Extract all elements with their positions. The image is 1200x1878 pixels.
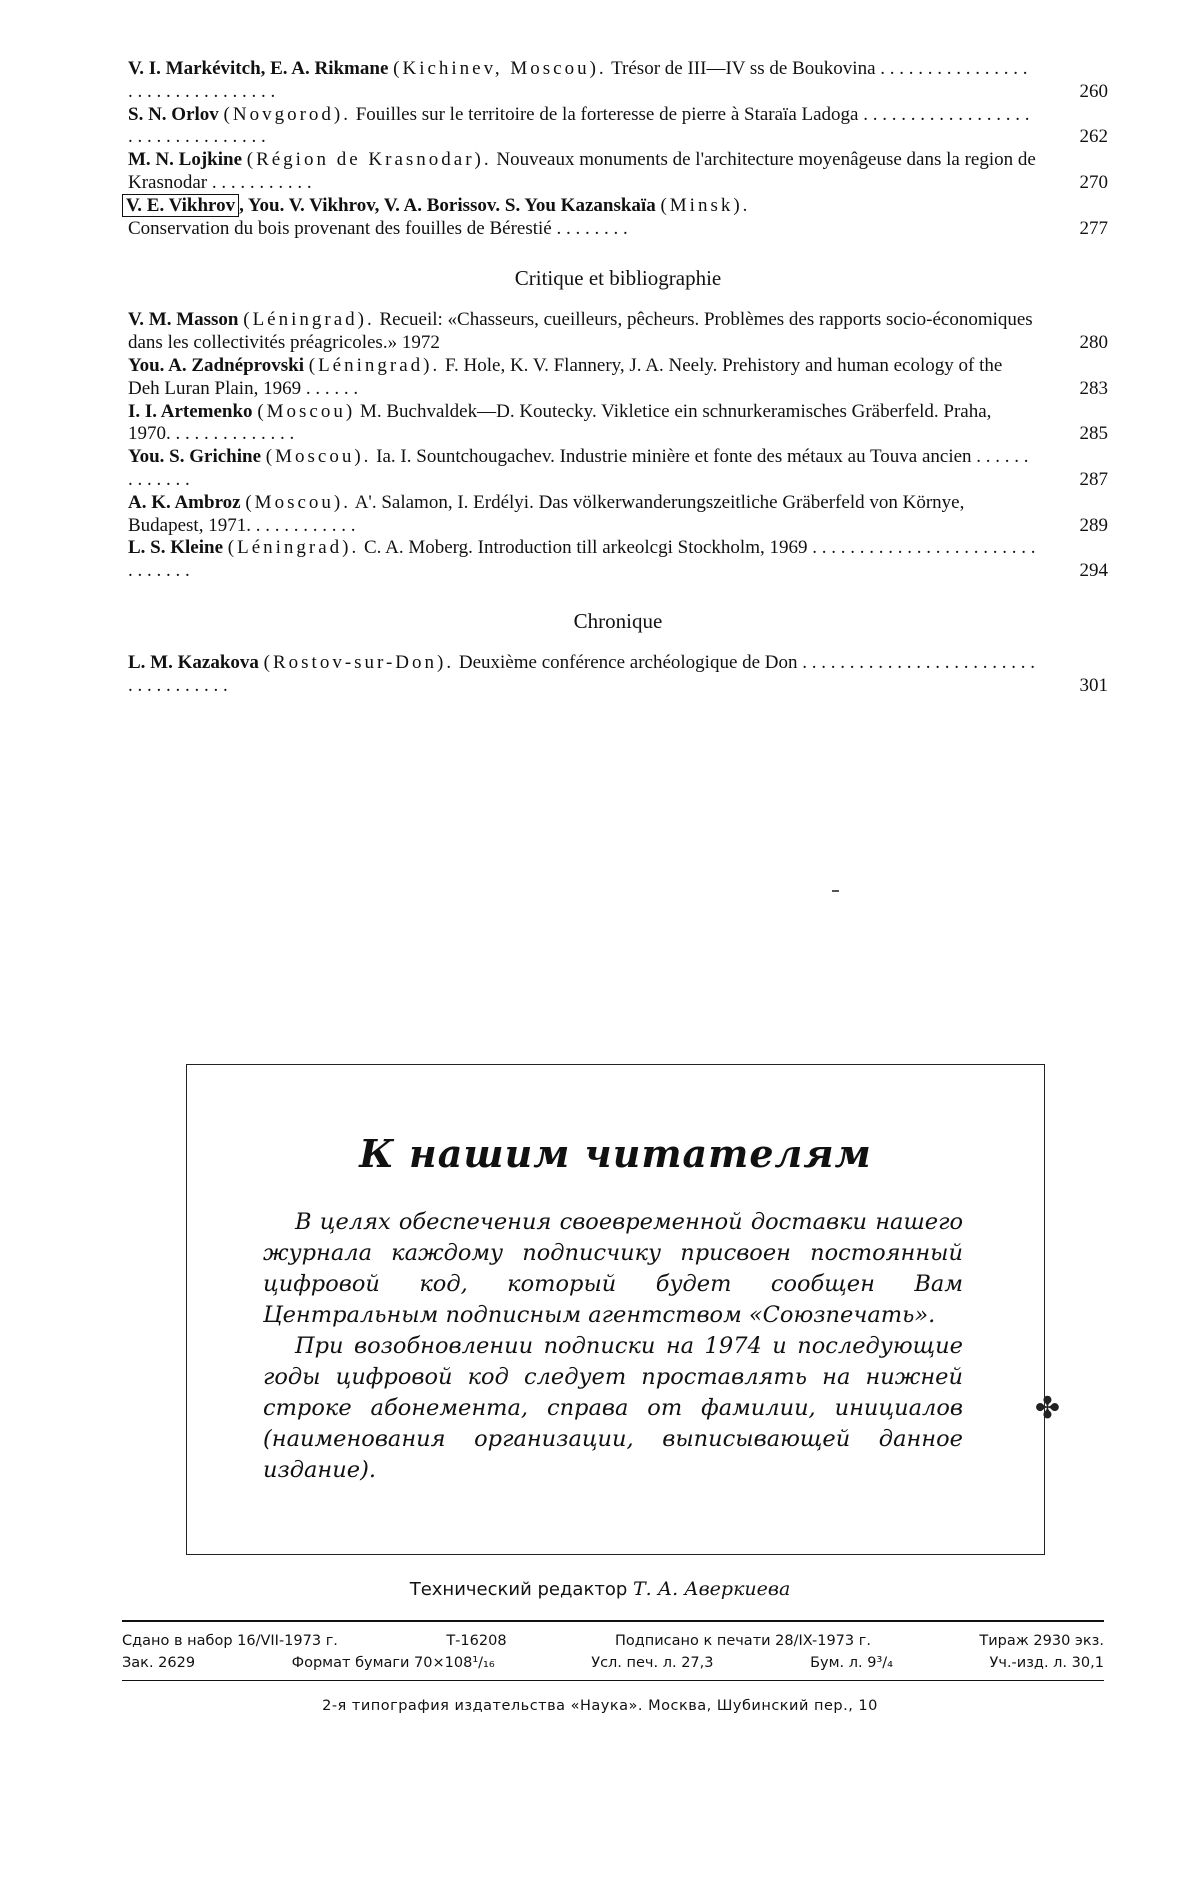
toc-group-critique bbox=[128, 309, 1108, 583]
entry-authors: S. N. Orlov bbox=[128, 103, 219, 125]
entry-authors: You. A. Zadnéprovski bbox=[128, 354, 304, 376]
notice-paragraph: В целях обеспечения своевременной доставки нашего журнала каждому подписчику присвоен постоянный цифровой код, который будет сообщен Вам Центральным подписным агентством «Союзпечать». bbox=[263, 1209, 963, 1328]
imprint-row bbox=[122, 1652, 1104, 1674]
entry-title: Ia. I. Sountchougachev. Industrie minière et fonte des métaux au Touva ancien . . . . . . . . . . . . . bbox=[128, 446, 1029, 490]
entry-authors: M. N. Lojkine bbox=[128, 149, 242, 171]
entry-page: 294 bbox=[1079, 560, 1108, 582]
stray-mark bbox=[832, 890, 839, 892]
entry-title: F. Hole, K. V. Flannery, J. A. Neely. Prehistory and human ecology of the Deh Luran Plain, 1969 . . . . . . bbox=[128, 354, 1003, 399]
printer-line: 2-я типография издательства «Наука». Москва, Шубинский пер., 10 bbox=[322, 1698, 878, 1714]
imprint-cell: Тираж 2930 экз. bbox=[979, 1633, 1104, 1649]
entry-place: (Kichinev, Moscou). bbox=[393, 58, 607, 79]
toc-entry bbox=[128, 104, 1108, 150]
toc-entry bbox=[128, 355, 1108, 401]
entry-title: M. Buchvaldek—D. Koutecky. Vikletice ein schnurkeramisches Gräberfeld. Praha, 1970. . . . . . . . . . . . . . bbox=[128, 400, 992, 445]
imprint-cell: Формат бумаги 70×108¹/₁₆ bbox=[291, 1655, 495, 1671]
entry-page: 260 bbox=[1079, 80, 1108, 102]
entry-place: (Novgorod). bbox=[223, 103, 351, 125]
entry-authors: You. S. Grichine bbox=[128, 446, 262, 468]
entry-page: 270 bbox=[1079, 171, 1108, 193]
toc-entry bbox=[128, 58, 1108, 104]
entry-title: Conservation du bois provenant des fouilles de Bérestié . . . . . . . . bbox=[128, 217, 628, 239]
entry-page: 301 bbox=[1079, 674, 1108, 696]
toc-entry bbox=[128, 537, 1108, 583]
imprint-cell: Зак. 2629 bbox=[122, 1655, 196, 1671]
imprint-cell: Подписано к печати 28/IX-1973 г. bbox=[614, 1633, 871, 1649]
entry-page: 280 bbox=[1079, 332, 1108, 354]
entry-title: Nouveaux monuments de l'architecture moyenâgeuse dans la region de Krasnodar . . . . . . . . . . . bbox=[128, 149, 1036, 193]
technical-editor-line bbox=[0, 1578, 1200, 1600]
entry-place: (Région de Krasnodar). bbox=[246, 149, 492, 171]
imprint-block bbox=[122, 1620, 1104, 1681]
imprint-cell: Усл. печ. л. 27,3 bbox=[591, 1655, 714, 1671]
entry-page: 289 bbox=[1079, 514, 1108, 536]
ornament-icon: ✤ bbox=[1034, 1392, 1060, 1425]
entry-authors: A. K. Ambroz bbox=[128, 491, 241, 513]
entry-page: 287 bbox=[1079, 468, 1108, 490]
toc-group-articles bbox=[128, 58, 1108, 195]
toc-entry bbox=[128, 446, 1108, 492]
toc-entry bbox=[128, 652, 1108, 698]
imprint-cell: Уч.-изд. л. 30,1 bbox=[989, 1655, 1104, 1671]
entry-page: 283 bbox=[1079, 377, 1108, 399]
entry-authors: L. S. Kleine bbox=[128, 537, 224, 559]
toc-group-chronique bbox=[128, 652, 1108, 698]
entry-authors: V. I. Markévitch, E. A. Rikmane bbox=[128, 58, 389, 79]
boxed-author: V. E. Vikhrov bbox=[122, 194, 239, 217]
notice-title: К нашим читателям bbox=[359, 1131, 872, 1176]
imprint-cell: Т-16208 bbox=[446, 1633, 507, 1649]
entry-page: 277 bbox=[1079, 217, 1108, 239]
entry-title: Recueil: «Chasseurs, cueilleurs, pêcheurs. Problèmes des rapports socio-économiques dans les collectivités préagricoles.» 1972 bbox=[128, 309, 1033, 354]
toc-entry bbox=[128, 309, 1108, 355]
entry-page: 262 bbox=[1079, 126, 1108, 148]
entry-title: Fouilles sur le territoire de la forteresse de pierre à Staraïa Ladoga . . . . . . . . . . . . . . . . . . . . . . . . . . . . . . . . . bbox=[128, 103, 1030, 148]
toc-entry bbox=[128, 401, 1108, 447]
entry-page: 285 bbox=[1079, 423, 1108, 445]
table-of-contents bbox=[128, 58, 1108, 698]
notice-body bbox=[263, 1207, 963, 1486]
notice-paragraph: При возобновлении подписки на 1974 и последующие годы цифровой код следует проставлять на нижней строке абонемента, справа от фамилии, инициалов (наименования организации, выписывающей данное издание). bbox=[263, 1333, 963, 1483]
readers-notice-box bbox=[186, 1064, 1060, 1555]
entry-authors: L. M. Kazakova bbox=[128, 651, 259, 673]
entry-title: Trésor de III—IV ss de Boukovina . . . . . . . . . . . . . . . . . . . . . . . . . . . . . . . . bbox=[128, 58, 1028, 102]
section-heading-chronique: Chronique bbox=[573, 608, 663, 633]
toc-entry bbox=[128, 149, 1108, 195]
entry-authors: V. M. Masson bbox=[128, 309, 239, 331]
imprint-cell: Сдано в набор 16/VII-1973 г. bbox=[122, 1633, 338, 1649]
toc-entry bbox=[128, 492, 1108, 538]
entry-authors: , You. V. Vikhrov, V. A. Borissov. S. You Kazanskaïa bbox=[239, 194, 656, 216]
tech-editor-name: Т. А. Аверкиева bbox=[633, 1578, 791, 1600]
section-heading-critique: Critique et bibliographie bbox=[514, 266, 722, 291]
entry-place: (Moscou). bbox=[245, 491, 351, 513]
entry-place: (Moscou) bbox=[257, 400, 356, 422]
entry-place: (Léningrad). bbox=[308, 354, 441, 376]
entry-place: (Moscou). bbox=[265, 446, 372, 468]
toc-entry-vikhrov bbox=[128, 195, 1108, 241]
entry-place: (Minsk). bbox=[660, 194, 751, 216]
imprint-cell: Бум. л. 9³/₄ bbox=[810, 1655, 893, 1671]
tech-editor-label: Технический редактор bbox=[409, 1579, 628, 1600]
entry-place: (Léningrad). bbox=[243, 309, 375, 331]
entry-title: C. A. Moberg. Introduction till arkeolcgi Stockholm, 1969 . . . . . . . . . . . . . . . . . . . . . . . . . . . . . . . bbox=[128, 537, 1036, 582]
entry-authors: I. I. Artemenko bbox=[128, 400, 253, 422]
entry-title: A'. Salamon, I. Erdélyi. Das völkerwanderungszeitliche Gräberfeld von Környe, Budapest, 1971. . . . . . . . . . . . bbox=[128, 491, 965, 536]
entry-place: (Rostov-sur-Don). bbox=[263, 651, 455, 673]
entry-title: Deuxième conférence archéologique de Don . . . . . . . . . . . . . . . . . . . . . . . . . . . . . . . . . . . . bbox=[128, 651, 1036, 696]
entry-place: (Léningrad). bbox=[227, 537, 360, 559]
imprint-row bbox=[122, 1630, 1104, 1652]
